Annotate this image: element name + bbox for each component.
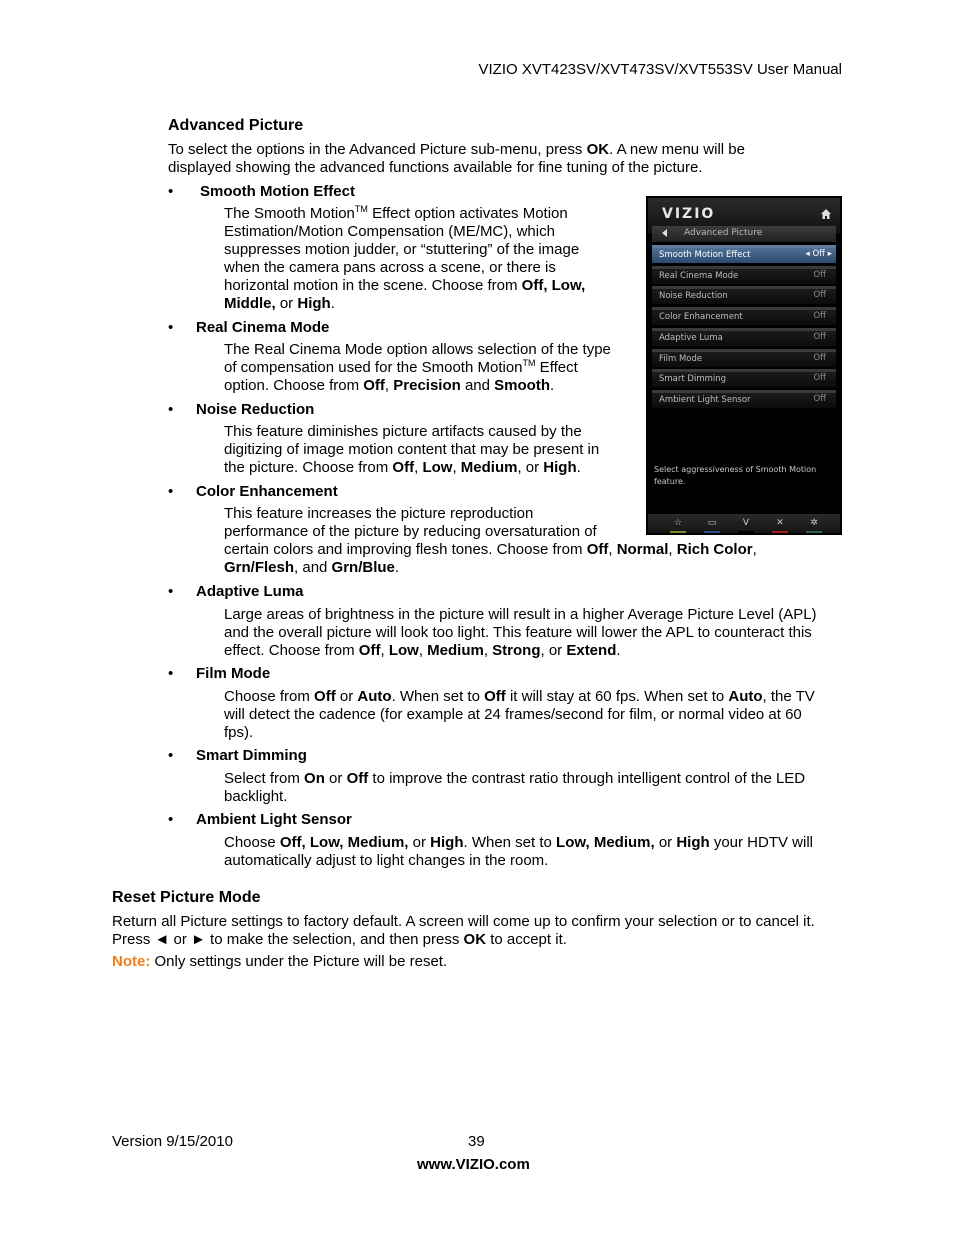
gear-icon[interactable] (804, 518, 824, 530)
bullet-smooth-motion: • Smooth Motion Effect (168, 183, 355, 200)
star-icon-glyph: ☆ (673, 518, 683, 528)
home-icon (820, 208, 832, 220)
tv-menu-row-label: Color Enhancement (659, 312, 743, 323)
tv-menu-row-label: Film Mode (659, 353, 703, 364)
tv-menu-row-value: Off (813, 352, 826, 363)
bullet-real-cinema: • Real Cinema Mode (168, 319, 330, 336)
page-number: 39 (468, 1133, 485, 1150)
tv-menu-row[interactable] (652, 369, 836, 387)
button-color-strip (704, 531, 720, 533)
tv-menu-row-value: Off (813, 269, 826, 280)
right-arrow-icon: ▸ (825, 249, 832, 259)
button-color-strip (670, 531, 686, 533)
tv-menu-row[interactable] (652, 245, 836, 263)
button-color-strip (738, 531, 754, 533)
back-arrow-icon (662, 229, 667, 237)
manual-title: VIZIO XVT423SV/XVT473SV/XVT553SV User Manual (478, 61, 842, 78)
tv-menu-row[interactable] (652, 349, 836, 367)
tv-menu-row-value: Off (813, 331, 826, 342)
tv-menu-row[interactable] (652, 286, 836, 304)
vizio-v-icon-glyph: V (742, 518, 750, 528)
tv-submenu-title: Advanced Picture (652, 226, 836, 242)
bullet-color-enhancement: • Color Enhancement (168, 483, 338, 500)
button-color-strip (772, 531, 788, 533)
tv-menu-row-label: Noise Reduction (659, 291, 728, 302)
desc-adaptive-luma: Large areas of brightness in the picture will result in a higher Average Picture Level (APL) and the overall picture will look too light. This feature will lower the APL to counteract this effect. Choose from Off, Low, Medium, Strong, or Extend. (224, 606, 817, 659)
tv-menu-row-value: Off (813, 311, 826, 322)
tv-menu-row-value (806, 249, 832, 259)
star-icon[interactable] (668, 518, 688, 530)
close-icon-glyph: ✕ (776, 518, 784, 528)
tv-menu-row-label: Adaptive Luma (659, 332, 723, 343)
vizio-logo: VIZIO (662, 206, 716, 222)
bullet-film-mode: • Film Mode (168, 665, 271, 682)
tv-menu-row-label: Real Cinema Mode (659, 270, 739, 281)
left-arrow-icon: ◂ (805, 249, 813, 259)
tv-menu-row-value-text: Off (812, 249, 826, 259)
close-icon[interactable] (770, 518, 790, 530)
bullet-noise-reduction: • Noise Reduction (168, 401, 315, 418)
vizio-v-icon[interactable] (736, 518, 756, 530)
bullet-smart-dimming: • Smart Dimming (168, 747, 307, 764)
section-heading-reset-picture: Reset Picture Mode (112, 889, 261, 906)
screen-icon-glyph: ▭ (707, 518, 717, 528)
gear-icon-glyph: ✲ (810, 518, 818, 528)
desc-real-cinema: The Real Cinema Mode option allows selection of the type of compensation used for the Smooth Motion™ Effect option. Choose from Off, Precision and Smooth. (224, 341, 611, 394)
desc-color-enhancement: This feature increases the picture reproduction performance of the picture by reducing oversaturation of certain colors and improving flesh tones. Choose from Off, Normal, Rich Color, Grn/Flesh, and Grn/Blue. (224, 505, 757, 576)
tv-menu-row[interactable] (652, 307, 836, 325)
desc-film-mode: Choose from Off or Auto. When set to Off it will stay at 60 fps. When set to Auto, the TV will detect the cadence (for example at 24 frames/second for film, or normal video at 60 fps). (224, 688, 815, 741)
desc-ambient-light: Choose Off, Low, Medium, or High. When set to Low, Medium, or High your HDTV will automatically adjust to light changes in the room. (224, 834, 814, 869)
footer-version: Version 9/15/2010 (112, 1133, 233, 1150)
reset-body: Return all Picture settings to factory default. A screen will come up to confirm your selection or to cancel it. Press ◄ or ► to make the selection, and then press OK to accept it. Note: Only settings under the Picture will be reset. (112, 913, 815, 970)
tv-menu-row-value: Off (813, 373, 826, 384)
tv-help-text: Select aggressiveness of Smooth Motion feature. (654, 465, 817, 486)
tv-menu-screenshot (646, 196, 842, 535)
tv-menu-row[interactable] (652, 328, 836, 346)
tv-menu-row-label: Ambient Light Sensor (659, 394, 751, 405)
bullet-adaptive-luma: • Adaptive Luma (168, 583, 304, 600)
tv-menu-row[interactable] (652, 390, 836, 408)
screen-icon[interactable] (702, 518, 722, 530)
note-label: Note: (112, 953, 151, 970)
tv-button-bar (648, 514, 840, 533)
advanced-intro: To select the options in the Advanced Picture sub-menu, press OK. A new menu will be displayed showing the advanced functions available for fine tuning of the picture. (168, 141, 745, 176)
section-heading-advanced-picture: Advanced Picture (168, 117, 304, 134)
button-color-strip (806, 531, 822, 533)
desc-smart-dimming: Select from On or Off to improve the contrast ratio through intelligent control of the LED backlight. (224, 770, 806, 805)
footer-url: www.VIZIO.com (417, 1156, 530, 1173)
tv-menu-row-label: Smooth Motion Effect (659, 250, 751, 260)
tv-menu-row-value: Off (813, 290, 826, 301)
tv-menu-row[interactable] (652, 266, 836, 284)
tv-menu-row-value: Off (813, 393, 826, 404)
bullet-ambient-light: • Ambient Light Sensor (168, 811, 352, 828)
tv-menu-row-label: Smart Dimming (659, 374, 727, 385)
desc-noise-reduction: This feature diminishes picture artifacts caused by the digitizing of image motion content that may be present in the picture. Choose from Off, Low, Medium, or High. (224, 423, 600, 476)
desc-smooth-motion: The Smooth Motion™ Effect option activates Motion Estimation/Motion Compensation (ME/MC), which suppresses motion judder, or “stuttering” of the image when the camera pans across a scene, or there is horizontal motion in the scene. Choose from Off, Low, Middle, or High. (224, 204, 586, 312)
